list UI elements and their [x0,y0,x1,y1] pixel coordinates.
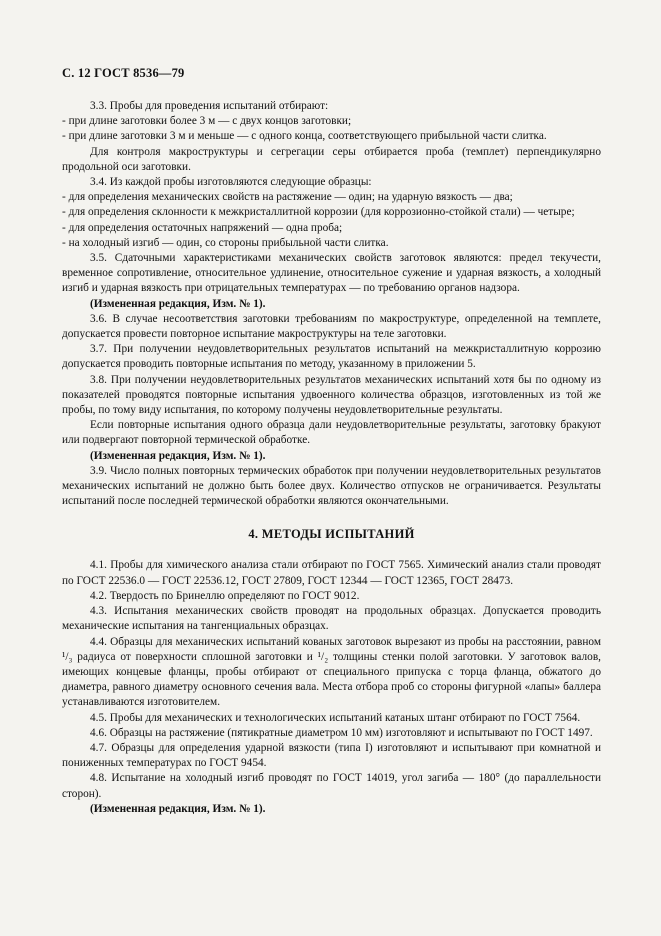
paragraph: 4.5. Пробы для механических и технологических испытаний катаных штанг отбирают по ГОСТ 7564. [90,711,581,724]
section-title: 4. МЕТОДЫ ИСПЫТАНИЙ [248,527,415,542]
paragraph: 3.4. Из каждой пробы изготовляются следующие образцы: [90,176,372,189]
paragraph: 3.9. Число полных повторных термических обработок при получении неудовлетворительных результатов механических испытаний не должно быть более двух. Количество отпусков не ограничивается. Результаты испытаний после последней термической обработки являются окончательными. [62,464,601,508]
paragraph: 3.7. При получении неудовлетворительных результатов испытаний на межкристаллитную коррозию допускается проводить повторные испытания по методу, указанному в приложении 5. [62,343,601,371]
paragraph: - для определения механических свойств на растяжение — один; на ударную вязкость — два; [62,191,513,204]
paragraph: 4.2. Твердость по Бринеллю определяют по ГОСТ 9012. [90,589,360,602]
section-3-text [62,99,601,509]
amendment-note: (Измененная редакция, Изм. № 1). [90,802,266,815]
section-4-text [62,558,601,816]
amendment-note: (Измененная редакция, Изм. № 1). [90,297,266,310]
paragraph: - для определения склонности к межкристаллитной коррозии (для коррозионно-стойкой стали) — четыре; [62,206,575,219]
paragraph: 4.1. Пробы для химического анализа стали отбирают по ГОСТ 7565. Химический анализ стали проводят по ГОСТ 22536.0 — ГОСТ 22536.12, ГОСТ 27809, ГОСТ 12344 — ГОСТ 12365, ГОСТ 28473. [62,559,601,587]
paragraph: - на холодный изгиб — один, со стороны прибыльной части слитка. [62,236,389,249]
paragraph: 4.8. Испытание на холодный изгиб проводят по ГОСТ 14019, угол загиба — 180° (до параллельности сторон). [62,772,601,800]
page-header: С. 12 ГОСТ 8536—79 [62,66,185,80]
paragraph: 3.5. Сдаточными характеристиками механических свойств заготовок являются: предел текучести, временное сопротивление, относительное удлинение, относительное сужение и ударная вязкость, а холодный изгиб и ударная вязкость при отрицательных температурах — по требованию органов надзора. [62,252,601,295]
paragraph: 4.6. Образцы на растяжение (пятикратные диаметром 10 мм) изготовляют и испытывают по ГОСТ 1497. [90,726,593,739]
paragraph: 4.3. Испытания механических свойств проводят на продольных образцах. Допускается проводить механические испытания на тангенциальных образцах. [62,605,601,633]
amendment-note: (Измененная редакция, Изм. № 1). [90,449,266,462]
paragraph: - при длине заготовки 3 м и меньше — с одного конца, соответствующего прибыльной части слитка. [62,130,547,143]
paragraph: - для определения остаточных напряжений — одна проба; [62,221,343,234]
paragraph: Для контроля макроструктуры и сегрегации серы отбирается проба (темплет) перпендикулярно продольной оси заготовки. [62,145,601,173]
paragraph: 4.4. Образцы для механических испытаний кованых заготовок вырезают из пробы на расстоянии, равном ¹/₃ радиуса от поверхности сплошной заготовки и ¹/₂ толщины стенки полой заготовки. У заготовок валов, имеющих концевые фланцы, пробы отбирают от специального припуска с торца фланца, обжатого до диаметра, равного диаметру основного сечения вала. Места отбора проб со стороны фигурной «лапы» баллера устанавливаются изготовителем. [62,635,601,709]
paragraph: 4.7. Образцы для определения ударной вязкости (типа I) изготовляют и испытывают при комнатной и пониженных температурах по ГОСТ 9454. [62,741,601,770]
paragraph: 3.6. В случае несоответствия заготовки требованиям по макроструктуре, определенной на темплете, допускается провести повторное испытание макроструктуры на теле заготовки. [62,312,601,341]
paragraph: - при длине заготовки более 3 м — с двух концов заготовки; [62,115,352,128]
paragraph: 3.8. При получении неудовлетворительных результатов механических испытаний хотя бы по одному из показателей проводятся повторные испытания удвоенного количества образцов, изготовленных из той же пробы, по тому виду испытания, по которому получены неудовлетворительные результаты. [62,373,601,417]
paragraph: 3.3. Пробы для проведения испытаний отбирают: [90,100,329,112]
paragraph: Если повторные испытания одного образца дали неудовлетворительные результаты, заготовку бракуют или подвергают повторной термической обработке. [62,419,601,447]
